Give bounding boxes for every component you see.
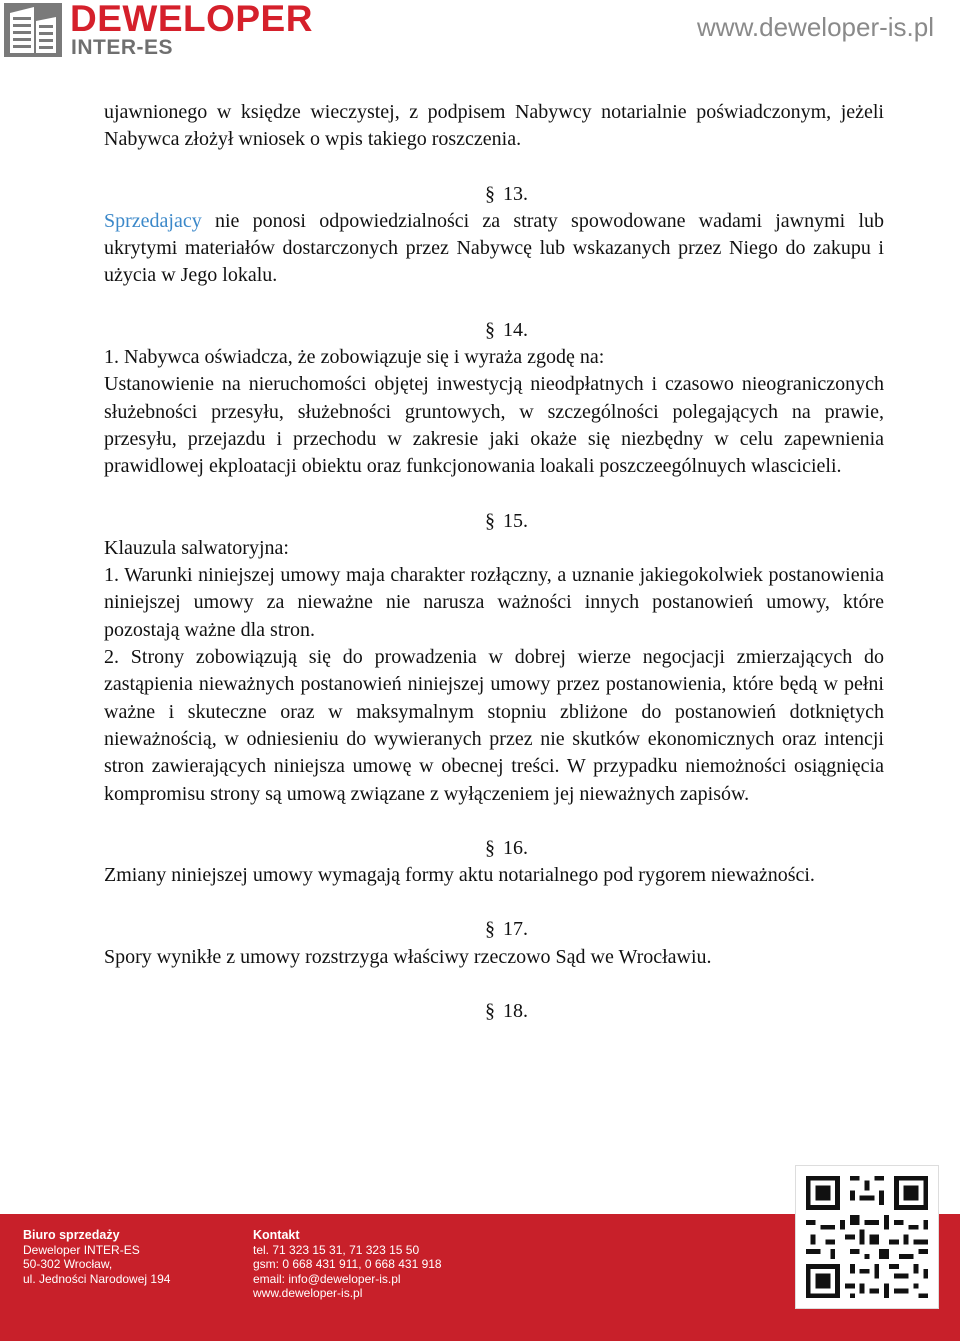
paragraph-16: Zmiany niniejszej umowy wymagają formy aktu notarialnego pod rygorem nieważności. (104, 864, 815, 887)
qr-code (796, 1166, 938, 1308)
footer-office-line: 50-302 Wrocław, (23, 1257, 113, 1271)
section-symbol: § (485, 509, 495, 532)
footer-email[interactable]: email: info@deweloper-is.pl (253, 1271, 401, 1286)
paragraph-intro: ujawnionego w księdze wieczystej, z podpisem Nabywcy notarialnie poświadczonym, jeżeli Nabywca złożył wniosek o wpis takiego roszczenia. (104, 101, 884, 151)
paragraph-15-heading: Klauzula salwatoryjna: (104, 536, 289, 559)
section-18-heading (104, 998, 884, 1025)
highlighted-term: Sprzedajacy (104, 209, 202, 232)
section-symbol: § (485, 836, 495, 859)
logo-building-icon (4, 3, 62, 57)
section-number: 14. (503, 318, 528, 341)
section-13-heading (104, 181, 884, 208)
footer-office-line: Deweloper INTER-ES (23, 1242, 140, 1257)
section-number: 17. (503, 918, 528, 941)
section-15-heading (104, 508, 884, 535)
footer-contact-title: Kontakt (253, 1228, 300, 1242)
page-header (0, 0, 960, 70)
section-16-heading (104, 835, 884, 862)
section-symbol: § (485, 318, 495, 341)
footer-office-title: Biuro sprzedaży (23, 1228, 120, 1242)
paragraph-15-1: 1. Warunki niniejszej umowy maja charakter rozłączny, a uznanie jakiegokolwiek postanowienia niniejszej umowy za nieważne nie narusza ważności innych postanowień umowy, które pozostają ważne dla stron. (104, 564, 884, 641)
section-14-heading (104, 317, 884, 344)
section-17-heading (104, 916, 884, 943)
document-body (104, 99, 884, 1025)
section-number: 18. (503, 1000, 528, 1023)
paragraph-13 (104, 208, 884, 290)
section-symbol: § (485, 1000, 495, 1023)
footer-website[interactable]: www.deweloper-is.pl (253, 1286, 363, 1300)
footer-office-line: ul. Jedności Narodowej 194 (23, 1271, 171, 1286)
section-number: 15. (503, 509, 528, 532)
paragraph-14-2: Ustanowienie na nieruchomości objętej inwestycją nieodpłatnych i czasowo nieograniczonych służebności przesyłu, służebności gruntowych, w szczególności polegających na prawie, przesyłu, przejazdu i przechodu w zakresie jaki okaże się niezbędny w celu zapewnienia prawidlowej ekploatacji obiektu oraz funkcjonowania loakali poszczeególnuych wlascicieli. (104, 373, 884, 478)
qr-code-icon (796, 1166, 938, 1308)
footer-gsm: gsm: 0 668 431 911, 0 668 431 918 (253, 1257, 442, 1271)
footer-office (23, 1228, 170, 1286)
logo-title: DEWELOPER (70, 0, 313, 39)
paragraph-17: Spory wynikłe z umowy rozstrzyga właściwy rzeczowo Sąd we Wrocławiu. (104, 945, 712, 968)
footer-contact (253, 1228, 442, 1301)
section-symbol: § (485, 918, 495, 941)
logo-subtitle: INTER-ES (71, 36, 174, 59)
footer-phone: tel. 71 323 15 31, 71 323 15 50 (253, 1242, 420, 1257)
section-number: 16. (503, 836, 528, 859)
section-symbol: § (485, 182, 495, 205)
paragraph-15-2: 2. Strony zobowiązują się do prowadzenia w dobrej wierze negocjacji zmierzających do zastąpienia nieważnych postanowień niniejszej umowy przez postanowienia, które będą w pełni ważne i skuteczne oraz w maksymalnym stopniu zbliżone do postanowień dotkniętych nieważnością, w odniesieniu do wywieranych przez nie skutków ekonomicznych oraz intencji stron zawierających niniejsza umowę w obecnej treści. W przypadku niemożności osiągnięcia kompromisu strony są umową związane z wyłączeniem jej nieważnych zapisów. (104, 646, 884, 805)
header-site-url[interactable]: www.deweloper-is.pl (697, 12, 934, 42)
paragraph-14-1: 1. Nabywca oświadcza, że zobowiązuje się i wyraża zgodę na: (104, 346, 605, 369)
section-number: 13. (503, 182, 528, 205)
paragraph-13-text: nie ponosi odpowiedzialności za straty spowodowane wadami jawnymi lub ukrytymi materiałów dostarczonych przez Nabywcę lub wskazanych przez Niego do zakupu i użycia w Jego lokalu. (104, 209, 884, 287)
